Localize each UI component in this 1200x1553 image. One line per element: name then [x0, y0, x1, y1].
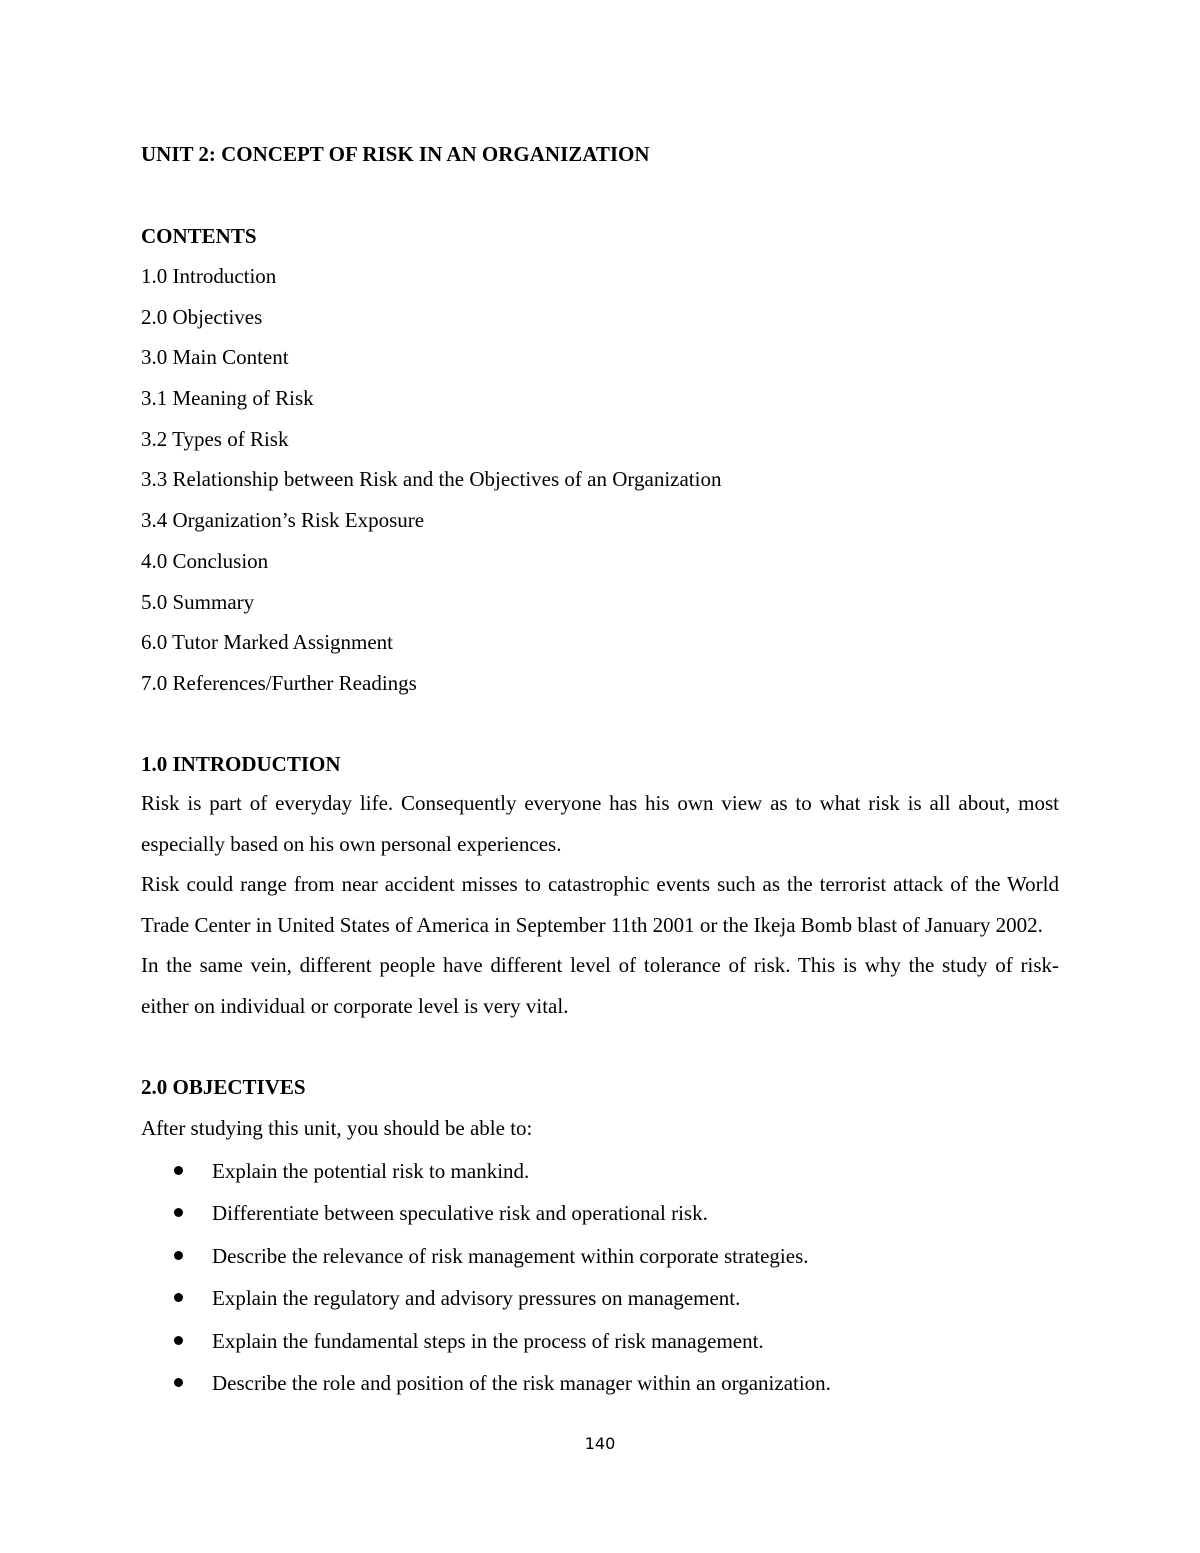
page-number: 140: [584, 1434, 616, 1453]
toc-item-relationship: 3.3 Relationship between Risk and the Objectives of an Organization: [141, 467, 722, 492]
list-item: [141, 1243, 831, 1285]
table-of-contents: [141, 263, 721, 711]
objective-text: Explain the potential risk to mankind.: [212, 1159, 530, 1183]
bullet-icon: [174, 1251, 183, 1260]
introduction-heading: 1.0 INTRODUCTION: [141, 752, 341, 776]
list-item: [141, 1328, 831, 1370]
bullet-icon: [174, 1208, 183, 1217]
introduction-paragraph: In the same vein, different people have different level of tolerance of risk. This is why the study of risk-either on individual or corporate level is very vital.: [141, 953, 1059, 1018]
list-item: [141, 1285, 831, 1327]
bullet-icon: [174, 1166, 183, 1175]
objectives-list: [141, 1158, 831, 1412]
toc-item-objectives: 2.0 Objectives: [141, 304, 263, 329]
toc-item-tutor-marked-assignment: 6.0 Tutor Marked Assignment: [141, 630, 394, 655]
objectives-heading: 2.0 OBJECTIVES: [141, 1075, 306, 1099]
objective-text: Differentiate between speculative risk and operational risk.: [212, 1201, 708, 1226]
introduction-body: [141, 783, 1059, 1027]
objective-text: Describe the role and position of the risk manager within an organization.: [212, 1370, 831, 1395]
objective-text: Describe the relevance of risk management within corporate strategies.: [212, 1243, 809, 1268]
toc-item-conclusion: 4.0 Conclusion: [141, 548, 269, 573]
list-item: [141, 1200, 831, 1242]
list-item: [141, 1370, 831, 1412]
objective-text: Explain the regulatory and advisory pressures on management.: [212, 1286, 741, 1311]
toc-item-summary: 5.0 Summary: [141, 589, 255, 614]
toc-item-meaning-of-risk: 3.1 Meaning of Risk: [141, 386, 314, 411]
toc-item-main-content: 3.0 Main Content: [141, 345, 289, 370]
introduction-paragraph: Risk could range from near accident misses to catastrophic events such as the terrorist attack of the World Trade Center in United States of America in September 11th 2001 or the Ikeja Bomb blast of January 2002.: [141, 872, 1059, 937]
toc-item-risk-exposure: 3.4 Organization’s Risk Exposure: [141, 508, 425, 533]
objectives-intro: After studying this unit, you should be able to:: [141, 1116, 533, 1140]
introduction-paragraph: Risk is part of everyday life. Consequently everyone has his own view as to what risk is all about, most especially based on his own personal experiences.: [141, 791, 1059, 856]
bullet-icon: [174, 1293, 183, 1302]
toc-item-references: 7.0 References/Further Readings: [141, 670, 417, 695]
toc-item-types-of-risk: 3.2 Types of Risk: [141, 426, 289, 451]
bullet-icon: [174, 1378, 183, 1387]
toc-item-introduction: 1.0 Introduction: [141, 264, 277, 288]
list-item: [141, 1158, 831, 1200]
unit-title: UNIT 2: CONCEPT OF RISK IN AN ORGANIZATION: [141, 142, 650, 166]
bullet-icon: [174, 1336, 183, 1345]
objective-text: Explain the fundamental steps in the process of risk management.: [212, 1328, 764, 1353]
contents-heading: CONTENTS: [141, 224, 257, 248]
